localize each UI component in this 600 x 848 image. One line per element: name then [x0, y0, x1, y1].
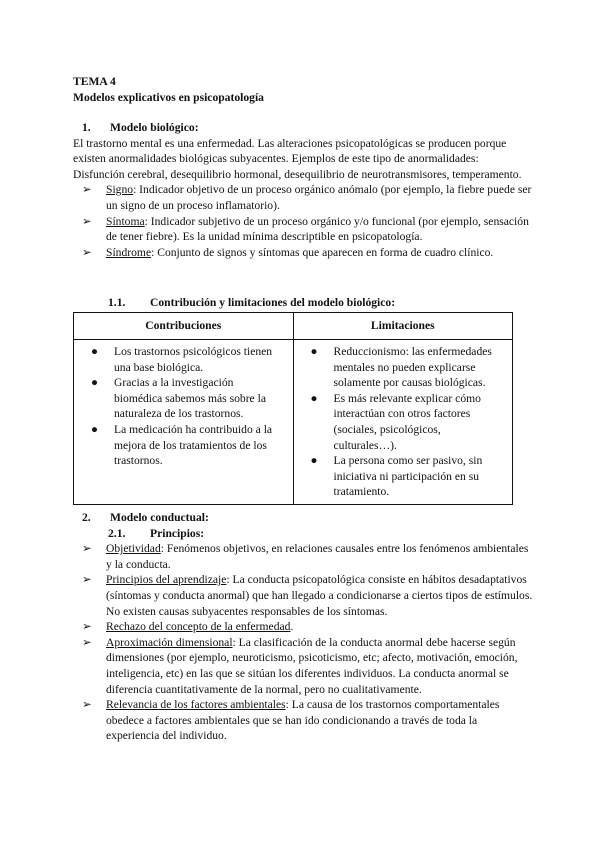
- subsection-contribucion: [73, 295, 533, 311]
- list-item: [73, 635, 533, 697]
- section-intro: El trastorno mental es una enfermedad. Las alteraciones psicopatológicas se producen porque existen anormalidades biológicas subyacentes. Ejemplos de este tipo de anormalidades: Disfunción cerebral, desequilibrio hormonal, desequilibrio de neurotransmisores, temperamento.: [73, 136, 522, 181]
- term-label: Principios del aprendizaje: [106, 573, 227, 587]
- section-modelo-biologico: [73, 120, 533, 260]
- section-modelo-conductual: [73, 510, 533, 744]
- list-item: [294, 344, 505, 391]
- table-header-row: [74, 313, 513, 340]
- list-item: [73, 697, 533, 744]
- arrow-bullet-icon: ➢: [82, 573, 92, 587]
- list-item-text: Los trastornos psicológicos tienen una base biológica.: [114, 345, 273, 374]
- subsection-title: Contribución y limitaciones del modelo biológico:: [150, 296, 396, 309]
- contributions-limitations-table: [73, 312, 513, 505]
- arrow-bullet-icon: ➢: [82, 698, 92, 712]
- dot-bullet-icon: ●: [310, 345, 318, 358]
- list-item: [73, 541, 533, 572]
- section-number: 1.: [82, 121, 91, 134]
- contribuciones-list: [74, 344, 285, 469]
- dot-bullet-icon: ●: [91, 345, 99, 358]
- list-item: [73, 619, 533, 635]
- subsection-heading: [73, 295, 533, 311]
- list-item: [73, 572, 533, 619]
- subsection-title: Principios:: [150, 526, 205, 540]
- section-number: 2.: [82, 511, 91, 524]
- term-label: Signo: [106, 183, 134, 197]
- list-item: [74, 344, 285, 375]
- term-label: Síndrome: [106, 245, 152, 259]
- list-item: [73, 214, 533, 245]
- arrow-bullet-icon: ➢: [82, 245, 92, 259]
- section-title: Modelo conductual:: [110, 511, 209, 524]
- section-heading: [73, 120, 533, 136]
- term-text: : Conjunto de signos y síntomas que aparecen en forma de cuadro clínico.: [151, 245, 494, 259]
- list-item-text: Reduccionismo: las enfermedades mentales no pueden explicarse solamente por causas biológicas.: [333, 345, 492, 390]
- list-item: [74, 422, 285, 469]
- arrow-bullet-icon: ➢: [82, 620, 92, 634]
- document-subtitle: Modelos explicativos en psicopatología: [73, 90, 264, 104]
- list-item-text: Es más relevante explicar cómo interactúan con otros factores (sociales, psicológicos, culturales…).: [333, 391, 481, 452]
- term-label: Síntoma: [106, 214, 145, 228]
- list-item: [294, 453, 505, 500]
- dot-bullet-icon: ●: [91, 376, 99, 390]
- dot-bullet-icon: ●: [310, 391, 318, 405]
- tema-title: TEMA 4: [73, 75, 116, 88]
- arrow-bullet-icon: ➢: [82, 183, 92, 197]
- list-item: [294, 391, 505, 453]
- list-item: [73, 182, 533, 213]
- column-header-contribuciones: Contribuciones: [74, 313, 294, 340]
- arrow-bullet-icon: ➢: [82, 542, 92, 556]
- list-item: [74, 375, 285, 422]
- arrow-bullet-icon: ➢: [82, 635, 92, 649]
- dot-bullet-icon: ●: [91, 422, 99, 436]
- subsection-number: 1.1.: [108, 296, 126, 309]
- term-label: Relevancia de los factores ambientales: [106, 698, 286, 712]
- limitaciones-cell: [293, 340, 513, 505]
- dot-bullet-icon: ●: [310, 454, 318, 468]
- section-heading: [73, 510, 533, 526]
- principles-list: [73, 541, 533, 744]
- list-item-text: Gracias a la investigación biomédica sabemos más sobre la naturaleza de los trastornos.: [114, 376, 266, 421]
- contribuciones-cell: [74, 340, 294, 505]
- column-header-limitaciones: Limitaciones: [293, 313, 513, 340]
- term-label: Rechazo del concepto de la enfermedad: [106, 620, 291, 634]
- arrow-bullet-icon: ➢: [82, 214, 92, 228]
- term-label: Objetividad: [106, 542, 161, 556]
- section-title: Modelo biológico:: [110, 121, 199, 134]
- table-row: [74, 340, 513, 505]
- document-header: [73, 74, 264, 105]
- subsection-number: 2.1.: [108, 526, 126, 540]
- definitions-list: [73, 182, 533, 260]
- list-item-text: La medicación ha contribuido a la mejora de los tratamientos de los trastornos.: [114, 422, 273, 468]
- term-text: : La causa de los trastornos comportamentales obedece a factores ambientales que se han ido condicionando a través de toda la experiencia del individuo.: [106, 698, 500, 743]
- term-text: : La conducta psicopatológica consiste en hábitos desadaptativos (síntomas y conducta anormal) que han llegado a condicionarse a ciertos tipos de estímulos. No existen causas subyacentes responsables de los síntomas.: [106, 573, 533, 618]
- list-item-text: La persona como ser pasivo, sin iniciativa ni participación en su tratamiento.: [333, 454, 483, 499]
- subsection-heading: [73, 526, 533, 542]
- term-text: : Indicador objetivo de un proceso orgánico anómalo (por ejemplo, la fiebre puede ser un signo de un proceso inflamatorio).: [106, 183, 532, 212]
- term-text: : Fenómenos objetivos, en relaciones causales entre los fenómenos ambientales y la conducta.: [106, 542, 529, 571]
- term-text: .: [290, 620, 294, 634]
- term-label: Aproximación dimensional: [106, 635, 233, 649]
- limitaciones-list: [294, 344, 505, 500]
- list-item: [73, 245, 533, 261]
- term-text: : La clasificación de la conducta anormal debe hacerse según dimensiones (por ejemplo, neuroticismo, psicoticismo, etc; afecto, motivación, emoción, inteligencia, etc) en las que se sitúan los diferentes individuos. La conducta anormal se diferencia cuantitativamente de la normal, pero no cualitativamente.: [106, 635, 518, 696]
- term-text: : Indicador subjetivo de un proceso orgánico y/o funcional (por ejemplo, sensación de tener fiebre). Es la unidad mínima descriptible en psicopatología.: [106, 214, 529, 244]
